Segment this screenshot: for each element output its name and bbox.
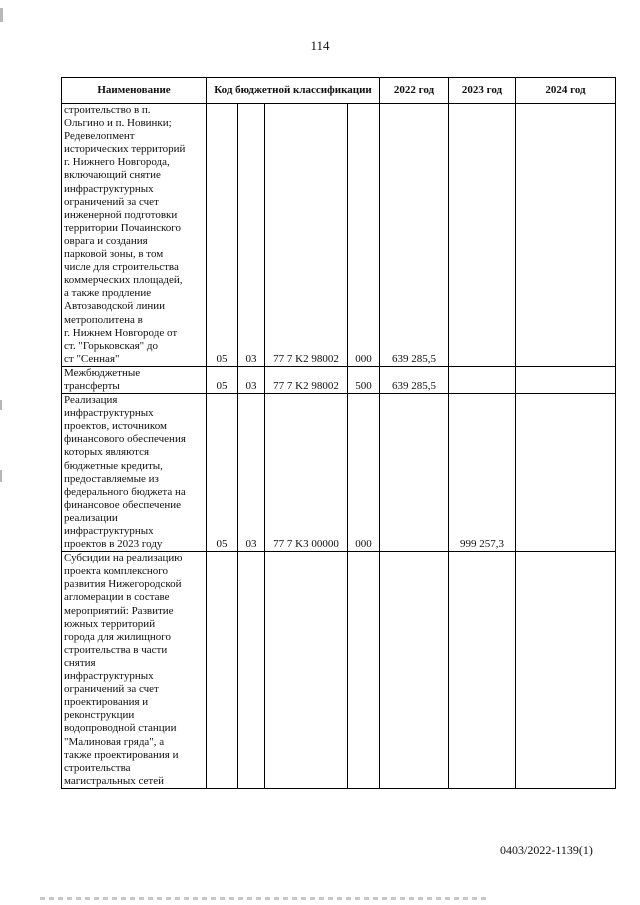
- table-row: [62, 394, 616, 552]
- amount-2023: 999 257,3: [449, 394, 516, 552]
- amount-2024: [516, 104, 616, 367]
- row-name: Реализация инфраструктурных проектов, источником финансового обеспечения которых являются бюджетные кредиты, предоставляемые из федерального бюджета на финансовое обеспечение реализации инфраструктурных проектов в 2023 году: [62, 394, 207, 552]
- scan-edge-mark: [0, 8, 3, 22]
- header-2024: 2024 год: [516, 78, 616, 104]
- code-target-article: 77 7 K2 98002: [265, 366, 348, 393]
- row-name: Межбюджетные трансферты: [62, 366, 207, 393]
- code-subsection: 03: [238, 104, 265, 367]
- code-target-article: 77 7 K2 98002: [265, 104, 348, 367]
- code-expense-type: 000: [348, 104, 380, 367]
- header-2022: 2022 год: [380, 78, 449, 104]
- code-section: 05: [207, 366, 238, 393]
- amount-2023: [449, 366, 516, 393]
- amount-2024: [516, 394, 616, 552]
- code-section: 05: [207, 104, 238, 367]
- amount-2022: 639 285,5: [380, 366, 449, 393]
- row-name: строительство в п. Ольгино и п. Новинки; Редевелопмент исторических территорий г. Нижнего Новгорода, включающий снятие инфраструктурных ограничений за счет инженерной подготовки территории Почаинского оврага и создания парковой зоны, в том числе для строительства коммерческих площадей, а также продление Автозаводской линии метрополитена в г. Нижнем Новгороде от ст. "Горьковская" до ст "Сенная": [62, 104, 207, 367]
- code-subsection: 03: [238, 366, 265, 393]
- amount-2022: 639 285,5: [380, 104, 449, 367]
- code-section: 05: [207, 394, 238, 552]
- table-row: [62, 104, 616, 367]
- row-name: Субсидии на реализацию проекта комплексного развития Нижегородской агломерации в составе мероприятий: Развитие южных территорий города для жилищного строительства в части снятия инфраструктурных ограничений за счет проектирования и реконструкции водопроводной станции "Малиновая гряда", а также проектирования и строительства магистральных сетей: [62, 552, 207, 789]
- document-code: 0403/2022-1139(1): [500, 843, 593, 857]
- table-row: [62, 552, 616, 789]
- code-expense-type: 500: [348, 366, 380, 393]
- amount-2024: [516, 552, 616, 789]
- code-target-article: 77 7 K3 00000: [265, 394, 348, 552]
- header-2023: 2023 год: [449, 78, 516, 104]
- code-expense-type: 000: [348, 394, 380, 552]
- amount-2024: [516, 366, 616, 393]
- amount-2023: [449, 104, 516, 367]
- table-row: [62, 366, 616, 393]
- code-subsection: 03: [238, 394, 265, 552]
- table-header-row: [62, 78, 616, 104]
- budget-table: [61, 77, 616, 789]
- scan-edge-mark: [0, 470, 2, 482]
- page-number: 114: [310, 38, 330, 53]
- header-budget-code: Код бюджетной классификации: [207, 78, 380, 104]
- code-expense-type: [348, 552, 380, 789]
- amount-2022: [380, 552, 449, 789]
- code-section: [207, 552, 238, 789]
- code-subsection: [238, 552, 265, 789]
- header-name: Наименование: [62, 78, 207, 104]
- scan-bottom-noise: [40, 897, 490, 900]
- scan-edge-mark: [0, 400, 2, 410]
- amount-2022: [380, 394, 449, 552]
- code-target-article: [265, 552, 348, 789]
- amount-2023: [449, 552, 516, 789]
